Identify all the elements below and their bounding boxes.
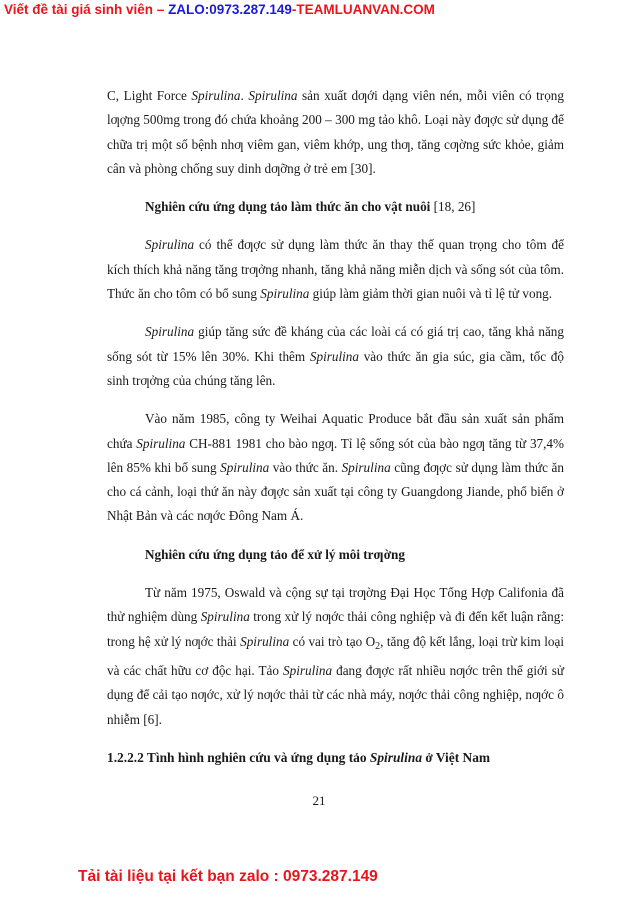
p1-text-c: . — [240, 88, 249, 103]
h1-bold: Nghiên cứu ứng dụng tảo làm thức ăn cho vật nuôi — [145, 199, 431, 215]
section-heading-vietnam — [107, 746, 564, 770]
p5-subscript: 2 — [375, 640, 381, 652]
p5-text-e: có vai trò tạo O — [289, 633, 376, 649]
header-site: -TEAMLUANVAN.COM — [291, 2, 435, 17]
header-text-1: Viết đề tài giá sinh viên – — [4, 2, 169, 17]
p5-italic-d: Spirulina — [240, 633, 290, 649]
p3-text-d: vào thức ăn gia súc, gia cầm, tốc độ sinh trƣởng của chúng tăng lên. — [107, 348, 564, 388]
p3-italic-c: Spirulina — [309, 348, 359, 364]
p2-text-b: có thể đƣợc sử dụng làm thức ăn thay thế quan trọng cho tôm để kích thích khả năng tăng trƣởng nhanh, tăng khả năng miễn dịch và sống sót của tôm. Thức ăn cho tôm có bổ sung — [107, 237, 564, 302]
p4-text-g: cũng đƣợc sử dụng làm thức ăn cho cá cảnh, loại thứ ăn này đƣợc sản xuất tại công ty Guangdong Jiande, phổ biến ở Nhật Bản và các nƣớc Đông Nam Á. — [107, 459, 565, 524]
p3-text-b: giúp tăng sức đề kháng của các loài cá có giá trị cao, tăng khả năng sống sót từ 15% lên 30%. Khi thêm — [107, 324, 564, 364]
section-italic-b: Spirulina — [369, 749, 423, 765]
paragraph-3 — [107, 320, 564, 393]
h1-ref: [18, 26] — [430, 199, 476, 215]
p5-text-f: , tăng độ kết lắng, loại trừ kim loại và các chất hữu cơ độc hại. Tảo — [107, 633, 564, 678]
paragraph-4 — [107, 407, 564, 528]
header-zalo: ZALO:0973.287.149 — [168, 2, 292, 17]
p2-italic-c: Spirulina — [260, 286, 310, 302]
heading-animal-feed — [107, 195, 564, 219]
p4-italic-f: Spirulina — [341, 459, 391, 475]
paragraph-2 — [107, 233, 564, 306]
section-text-a: 1.2.2.2 Tình hình nghiên cứu và ứng dụng tảo — [107, 749, 370, 765]
page-number: 21 — [312, 793, 326, 808]
section-text-c: ở Việt Nam — [422, 749, 491, 765]
p1-text-a: C, Light Force — [107, 88, 192, 103]
footer-banner: Tải tài liệu tại kết bạn zalo : 0973.287.149 — [78, 868, 378, 885]
p2-italic-a: Spirulina — [145, 237, 195, 253]
p4-text-e: vào thức ăn. — [269, 459, 342, 475]
p4-italic-d: Spirulina — [220, 459, 270, 475]
p1-text-e: sản xuất dƣới dạng viên nén, mỗi viên có trọng lƣợng 500mg trong đó chứa khoảng 200 – 300 mg tảo khô. Loại này đƣợc sử dụng để chữa trị một số bệnh nhƣ viêm gan, viêm khớp, ung thƣ, tăng cƣờng sức khỏe, giảm cân và phòng chống suy dinh dƣỡng ở trẻ em [30]. — [107, 88, 564, 176]
p5-text-c: trong xử lý nƣớc thải công nghiệp và đi đến kết luận rằng: trong hệ xử lý nƣớc thải — [107, 609, 564, 649]
paragraph-1 — [107, 84, 564, 181]
h2-bold: Nghiên cứu ứng dụng tảo để xử lý môi trƣờng — [145, 546, 405, 562]
document-body — [107, 84, 564, 770]
paragraph-5 — [107, 581, 564, 732]
p5-text-a: Từ năm 1975, Oswald và cộng sự tại trƣờng Đại Học Tổng Hợp Califonia đã thử nghiệm dùng — [107, 585, 564, 625]
p4-text-c: CH-881 1981 cho bào ngƣ. Tỉ lệ sống sót của bào ngƣ tăng từ 37,4% lên 85% khi bổ sung — [107, 435, 565, 475]
p4-text-a: Vào năm 1985, công ty Weihai Aquatic Produce bắt đầu sản xuất sản phẩm chứa — [107, 411, 564, 451]
p5-italic-g: Spirulina — [283, 662, 333, 678]
p4-italic-b: Spirulina — [136, 435, 186, 451]
heading-environment — [107, 543, 564, 567]
p1-italic-b: Spirulina — [191, 88, 241, 103]
header-banner — [4, 2, 435, 17]
p5-italic-b: Spirulina — [200, 609, 250, 625]
p5-text-h: đang đƣợc rất nhiều nƣớc trên thế giới sử dụng để cải tạo nƣớc, xử lý nƣớc thải từ các nhà máy, nƣớc thải công nghiệp, nƣớc ô nhiễm [6]. — [107, 662, 564, 727]
p2-text-d: giúp làm giảm thời gian nuôi và tỉ lệ tử vong. — [309, 286, 553, 302]
p1-italic-d: Spirulina — [248, 88, 298, 103]
p3-italic-a: Spirulina — [145, 324, 195, 340]
